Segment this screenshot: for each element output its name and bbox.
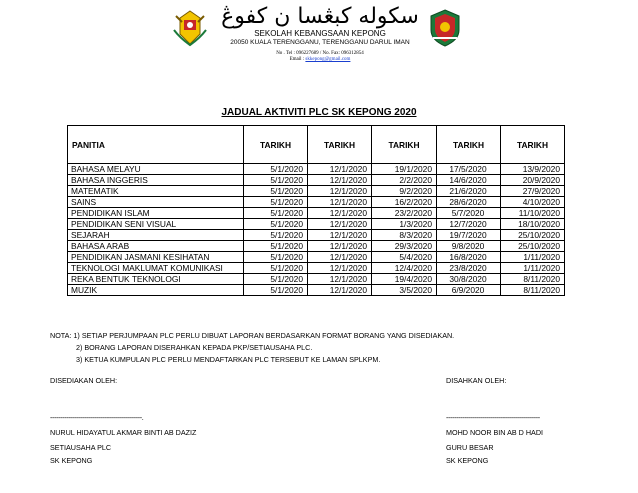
- cell-tarikh: 16/2/2020: [372, 197, 437, 208]
- cell-tarikh: 30/8/2020: [437, 274, 501, 285]
- cell-panitia: BAHASA INGGERIS: [68, 175, 244, 186]
- table-row: [68, 164, 565, 175]
- cell-tarikh: 2/2/2020: [372, 175, 437, 186]
- table-row: [68, 208, 565, 219]
- cell-tarikh: 6/9/2020: [437, 285, 501, 296]
- table-row: [68, 285, 565, 296]
- signature-line-right: -----------------------------------------------: [446, 413, 540, 422]
- note-3: 3) KETUA KUMPULAN PLC PERLU MENDAFTARKAN PLC TERSEBUT KE LAMAN SPLKPM.: [76, 355, 381, 364]
- table-row: [68, 186, 565, 197]
- preparer-name: NURUL HIDAYATUL AKMAR BINTI AB DAZIZ: [50, 428, 197, 437]
- cell-panitia: BAHASA MELAYU: [68, 164, 244, 175]
- signature-line-left: ----------------------------------------------.: [50, 413, 144, 422]
- cell-tarikh: 8/11/2020: [501, 274, 565, 285]
- table-row: [68, 175, 565, 186]
- header-tarikh-4: TARIKH: [437, 126, 501, 164]
- header-tarikh-1: TARIKH: [244, 126, 308, 164]
- cell-panitia: BAHASA ARAB: [68, 241, 244, 252]
- email-link[interactable]: skkepong@gmail.com: [305, 57, 351, 62]
- table-row: [68, 241, 565, 252]
- table-row: [68, 230, 565, 241]
- header-tarikh-5: TARIKH: [501, 126, 565, 164]
- cell-tarikh: 5/1/2020: [244, 164, 308, 175]
- table-row: [68, 274, 565, 285]
- cell-tarikh: 5/1/2020: [244, 252, 308, 263]
- preparer-position: SETIAUSAHA PLC: [50, 443, 112, 452]
- cell-tarikh: 8/3/2020: [372, 230, 437, 241]
- cell-tarikh: 11/10/2020: [501, 208, 565, 219]
- cell-tarikh: 1/3/2020: [372, 219, 437, 230]
- notes: [50, 330, 454, 366]
- cell-tarikh: 12/1/2020: [308, 274, 372, 285]
- cell-tarikh: 23/8/2020: [437, 263, 501, 274]
- cell-tarikh: 12/1/2020: [308, 252, 372, 263]
- header-panitia: PANITIA: [68, 126, 244, 164]
- school-name: SEKOLAH KEBANGSAAN KEPONG: [254, 29, 386, 38]
- approver-name: MOHD NOOR BIN AB D HADI: [446, 428, 544, 437]
- prepared-by-block: [50, 412, 196, 466]
- document-title: JADUAL AKTIVITI PLC SK KEPONG 2020: [221, 107, 417, 118]
- cell-tarikh: 19/1/2020: [372, 164, 437, 175]
- cell-tarikh: 1/11/2020: [501, 252, 565, 263]
- cell-tarikh: 19/4/2020: [372, 274, 437, 285]
- school-address: 20050 KUALA TERENGGANU, TERENGGANU DARUL IMAN: [230, 39, 410, 46]
- cell-tarikh: 18/10/2020: [501, 219, 565, 230]
- cell-tarikh: 12/7/2020: [437, 219, 501, 230]
- note-1: NOTA: 1) SETIAP PERJUMPAAN PLC PERLU DIBUAT LAPORAN BERDASARKAN FORMAT BORANG YANG DISEDIAKAN.: [50, 331, 455, 340]
- cell-tarikh: 5/1/2020: [244, 197, 308, 208]
- cell-tarikh: 12/1/2020: [308, 263, 372, 274]
- email-row: [200, 57, 440, 63]
- cell-tarikh: 12/1/2020: [308, 230, 372, 241]
- cell-tarikh: 19/7/2020: [437, 230, 501, 241]
- cell-tarikh: 3/5/2020: [372, 285, 437, 296]
- cell-tarikh: 5/1/2020: [244, 208, 308, 219]
- cell-panitia: SAINS: [68, 197, 244, 208]
- approver-position: GURU BESAR: [446, 443, 494, 452]
- cell-panitia: PENDIDIKAN SENI VISUAL: [68, 219, 244, 230]
- cell-tarikh: 5/7/2020: [437, 208, 501, 219]
- cell-panitia: PENDIDIKAN JASMANI KESIHATAN: [68, 252, 244, 263]
- cell-tarikh: 12/1/2020: [308, 208, 372, 219]
- header-tarikh-2: TARIKH: [308, 126, 372, 164]
- cell-tarikh: 23/2/2020: [372, 208, 437, 219]
- prepared-by-heading: DISEDIAKAN OLEH:: [50, 376, 118, 385]
- cell-panitia: TEKNOLOGI MAKLUMAT KOMUNIKASI: [68, 263, 244, 274]
- cell-tarikh: 25/10/2020: [501, 230, 565, 241]
- cell-tarikh: 12/1/2020: [308, 197, 372, 208]
- cell-tarikh: 9/8/2020: [437, 241, 501, 252]
- header-tarikh-3: TARIKH: [372, 126, 437, 164]
- cell-tarikh: 5/1/2020: [244, 175, 308, 186]
- cell-tarikh: 25/10/2020: [501, 241, 565, 252]
- cell-panitia: REKA BENTUK TEKNOLOGI: [68, 274, 244, 285]
- cell-tarikh: 5/1/2020: [244, 186, 308, 197]
- cell-tarikh: 5/4/2020: [372, 252, 437, 263]
- cell-tarikh: 5/1/2020: [244, 263, 308, 274]
- contact-info: [200, 51, 440, 63]
- cell-tarikh: 5/1/2020: [244, 219, 308, 230]
- cell-tarikh: 16/8/2020: [437, 252, 501, 263]
- cell-tarikh: 29/3/2020: [372, 241, 437, 252]
- school-name-jawi: سكوله كبڠسا ن كفوڠ: [221, 4, 419, 29]
- cell-tarikh: 12/1/2020: [308, 241, 372, 252]
- approved-by-heading: DISAHKAN OLEH:: [446, 376, 507, 385]
- table-row: [68, 263, 565, 274]
- table-row: [68, 197, 565, 208]
- cell-tarikh: 1/11/2020: [501, 263, 565, 274]
- approver-org: SK KEPONG: [446, 456, 489, 465]
- cell-tarikh: 12/1/2020: [308, 175, 372, 186]
- cell-tarikh: 12/4/2020: [372, 263, 437, 274]
- cell-tarikh: 12/1/2020: [308, 219, 372, 230]
- cell-tarikh: 5/1/2020: [244, 230, 308, 241]
- cell-tarikh: 5/1/2020: [244, 285, 308, 296]
- cell-tarikh: 12/1/2020: [308, 164, 372, 175]
- cell-tarikh: 5/1/2020: [244, 241, 308, 252]
- table-row: [68, 219, 565, 230]
- phone-fax: No . Tel : 096227689 / No. Fax: 096312854: [276, 51, 364, 56]
- cell-tarikh: 4/10/2020: [501, 197, 565, 208]
- schedule-table: [67, 125, 565, 296]
- table-row: [68, 252, 565, 263]
- cell-tarikh: 17/5/2020: [437, 164, 501, 175]
- cell-panitia: MUZIK: [68, 285, 244, 296]
- cell-tarikh: 12/1/2020: [308, 186, 372, 197]
- cell-tarikh: 9/2/2020: [372, 186, 437, 197]
- cell-tarikh: 5/1/2020: [244, 274, 308, 285]
- cell-panitia: MATEMATIK: [68, 186, 244, 197]
- cell-tarikh: 27/9/2020: [501, 186, 565, 197]
- email-label: Email :: [289, 57, 305, 62]
- cell-tarikh: 28/6/2020: [437, 197, 501, 208]
- note-2: 2) BORANG LAPORAN DISERAHKAN KEPADA PKP/SETIAUSAHA PLC.: [76, 343, 313, 352]
- cell-tarikh: 12/1/2020: [308, 285, 372, 296]
- preparer-org: SK KEPONG: [50, 456, 93, 465]
- approved-by-block: [446, 412, 543, 466]
- cell-panitia: SEJARAH: [68, 230, 244, 241]
- table-header-row: [68, 126, 565, 164]
- cell-tarikh: 20/9/2020: [501, 175, 565, 186]
- cell-tarikh: 8/11/2020: [501, 285, 565, 296]
- table-body: [68, 164, 565, 296]
- cell-tarikh: 21/6/2020: [437, 186, 501, 197]
- cell-tarikh: 13/9/2020: [501, 164, 565, 175]
- cell-tarikh: 14/6/2020: [437, 175, 501, 186]
- cell-panitia: PENDIDIKAN ISLAM: [68, 208, 244, 219]
